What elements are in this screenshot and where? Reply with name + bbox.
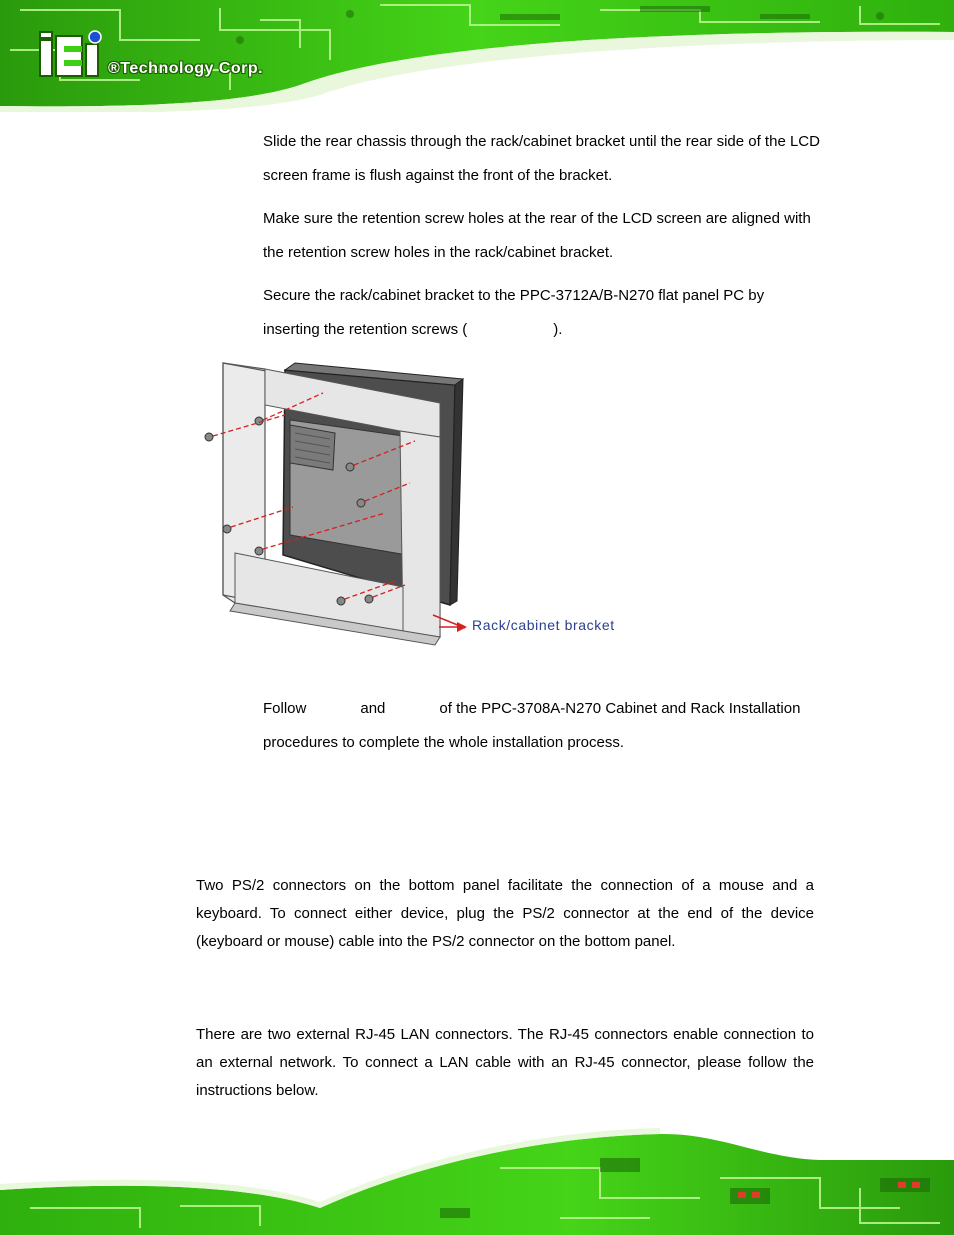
step-secure-bracket bbox=[263, 279, 823, 347]
step-follow-procedures bbox=[263, 692, 823, 760]
company-name: ®Technology Corp. bbox=[108, 60, 264, 77]
secure-text-a: Secure the rack/cabinet bracket to the PPC-3712A/B-N270 flat panel PC by inserting the retention screws ( bbox=[263, 287, 765, 338]
bracket-installation-figure bbox=[195, 355, 645, 650]
step-align-holes: Make sure the retention screw holes at the rear of the LCD screen are aligned with the retention screw holes in the rack/cabinet bracket. bbox=[263, 210, 811, 261]
bracket-callout-label: Rack/cabinet bracket bbox=[472, 617, 615, 633]
lan-paragraph: There are two external RJ-45 LAN connectors. The RJ-45 connectors enable connection to an external network. To connect a LAN cable with an RJ-45 connector, please follow the instructions below. bbox=[196, 1026, 814, 1099]
page-header bbox=[0, 0, 954, 112]
follow-text-a: Follow bbox=[263, 700, 307, 717]
follow-text-c: of the PPC-3708A-N270 Cabinet and Rack Installation procedures to complete the whole installation process. bbox=[263, 700, 801, 751]
pcb-footer-graphic bbox=[0, 1128, 954, 1235]
iei-logo-icon bbox=[40, 31, 101, 76]
page-footer bbox=[0, 1128, 954, 1235]
follow-text-b: and bbox=[360, 700, 386, 717]
pcb-header-graphic bbox=[0, 0, 954, 112]
ps2-paragraph: Two PS/2 connectors on the bottom panel facilitate the connection of a mouse and a keyboard. To connect either device, plug the PS/2 connector at the end of the device (keyboard or mouse) cable into the PS/2 connector on the bottom panel. bbox=[196, 877, 814, 950]
secure-text-b: ). bbox=[553, 321, 563, 338]
step-slide-chassis: Slide the rear chassis through the rack/cabinet bracket until the rear side of the LCD screen frame is flush against the front of the bracket. bbox=[263, 133, 820, 184]
bracket-illustration bbox=[195, 355, 645, 650]
